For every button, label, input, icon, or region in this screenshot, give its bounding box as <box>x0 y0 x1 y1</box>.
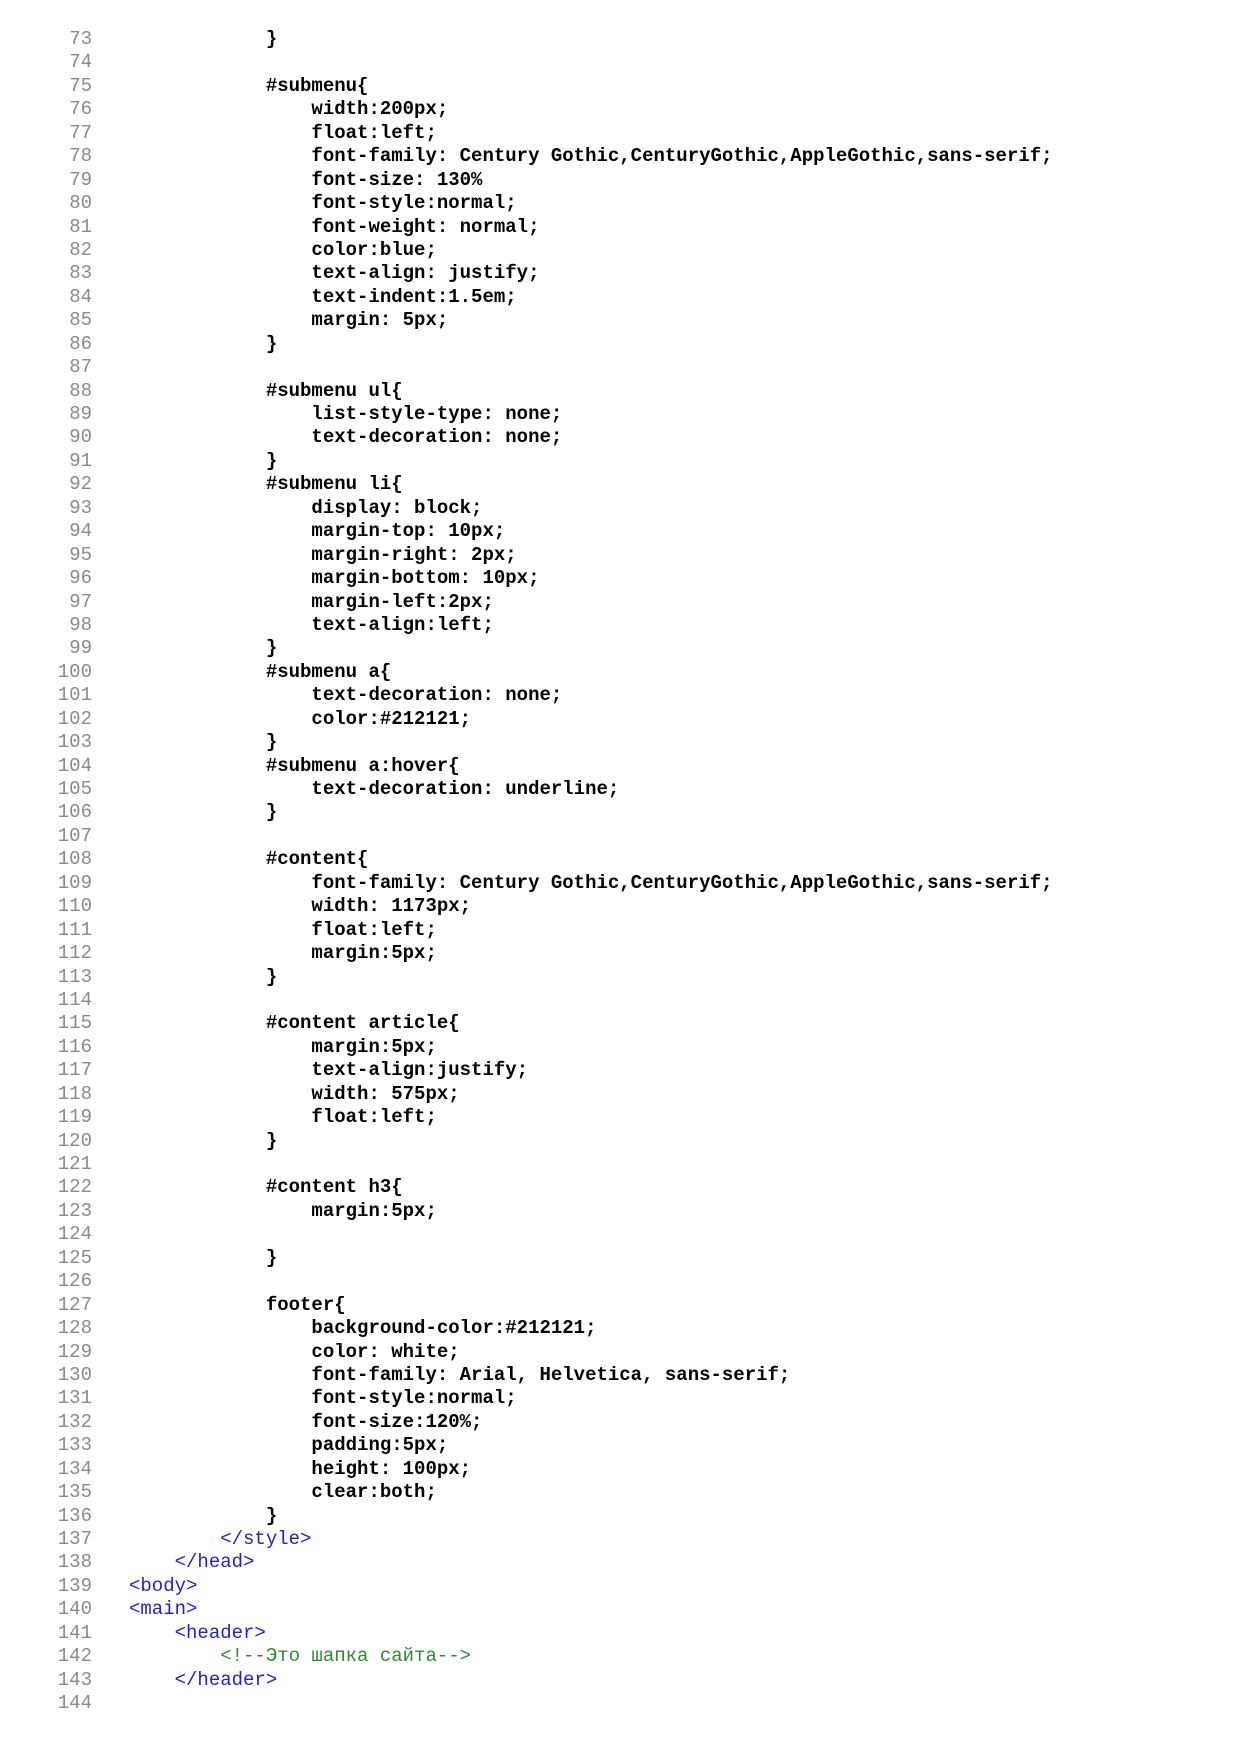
code-line <box>0 708 1240 731</box>
code-text: float:left; <box>129 121 437 144</box>
line-number: 127 <box>57 1293 92 1316</box>
line-number: 132 <box>57 1410 92 1433</box>
code-line <box>0 169 1240 192</box>
code-listing <box>0 28 1240 1716</box>
code-text: #submenu a{ <box>129 660 392 683</box>
code-text: margin:5px; <box>129 1199 437 1222</box>
code-text: color: white; <box>129 1340 460 1363</box>
code-text: margin:5px; <box>129 1035 437 1058</box>
line-number: 121 <box>57 1153 92 1175</box>
line-number: 89 <box>69 403 92 425</box>
code-line <box>0 1036 1240 1059</box>
line-number: 79 <box>69 168 92 191</box>
code-text: #content article{ <box>129 1012 460 1035</box>
line-number: 84 <box>69 285 92 308</box>
code-line <box>0 520 1240 543</box>
code-text: font-style:normal; <box>129 1387 517 1410</box>
code-text: } <box>129 28 278 50</box>
line-number: 78 <box>69 145 92 168</box>
code-line <box>0 778 1240 801</box>
line-number: 142 <box>57 1645 92 1668</box>
code-line <box>0 239 1240 262</box>
code-text: float:left; <box>129 918 437 941</box>
code-line <box>0 216 1240 239</box>
line-number: 96 <box>69 567 92 590</box>
code-line <box>0 848 1240 871</box>
code-text: text-align:left; <box>129 613 494 636</box>
code-line <box>0 1481 1240 1504</box>
code-line <box>0 262 1240 285</box>
code-text: <body> <box>129 1574 198 1597</box>
code-text: <!--Это шапка сайта--> <box>129 1645 472 1668</box>
line-number: 111 <box>57 918 92 941</box>
code-text: #submenu li{ <box>129 473 403 496</box>
line-number: 126 <box>57 1270 92 1293</box>
line-number: 83 <box>69 262 92 285</box>
line-number: 100 <box>57 660 92 683</box>
code-text: text-decoration: none; <box>129 426 563 449</box>
code-line <box>0 1106 1240 1129</box>
line-number: 74 <box>69 51 92 74</box>
code-line <box>0 426 1240 449</box>
line-number: 110 <box>57 895 92 918</box>
code-line <box>0 942 1240 965</box>
code-text: margin-left:2px; <box>129 590 494 613</box>
line-number: 92 <box>69 473 92 496</box>
code-text: color:#212121; <box>129 707 472 730</box>
line-number: 128 <box>57 1317 92 1340</box>
code-line <box>0 1059 1240 1082</box>
line-number: 106 <box>57 801 92 824</box>
code-line <box>0 591 1240 614</box>
code-text: } <box>129 332 278 355</box>
code-text: } <box>129 731 278 754</box>
code-line <box>0 145 1240 168</box>
code-text: font-family: Century Gothic,CenturyGothic,AppleGothic,sans-serif; <box>129 871 1053 894</box>
code-text: margin-top: 10px; <box>129 520 506 543</box>
code-line <box>0 1223 1240 1246</box>
code-line <box>0 1176 1240 1199</box>
code-line <box>0 98 1240 121</box>
code-line <box>0 1434 1240 1457</box>
line-number: 122 <box>57 1176 92 1199</box>
code-line <box>0 614 1240 637</box>
code-text: width: 575px; <box>129 1082 460 1105</box>
code-text: font-style:normal; <box>129 192 517 215</box>
code-text: </style> <box>129 1528 312 1550</box>
line-number: 134 <box>57 1457 92 1480</box>
code-line <box>0 1692 1240 1715</box>
line-number: 77 <box>69 121 92 144</box>
code-text: } <box>129 1246 278 1269</box>
code-line <box>0 1598 1240 1621</box>
line-number: 98 <box>69 613 92 636</box>
line-number: 144 <box>57 1692 92 1715</box>
code-line <box>0 1622 1240 1645</box>
line-number: 141 <box>57 1621 92 1644</box>
code-line <box>0 450 1240 473</box>
code-text: } <box>129 801 278 824</box>
code-line <box>0 825 1240 848</box>
code-text: text-decoration: underline; <box>129 778 620 800</box>
code-text: <main> <box>129 1598 198 1621</box>
line-number: 95 <box>69 543 92 566</box>
code-text: } <box>129 637 278 660</box>
line-number: 107 <box>57 824 92 847</box>
code-line <box>0 1200 1240 1223</box>
code-line <box>0 51 1240 74</box>
line-number: 113 <box>57 965 92 988</box>
code-line <box>0 1669 1240 1692</box>
code-line <box>0 403 1240 426</box>
code-line <box>0 1387 1240 1410</box>
code-text: font-family: Century Gothic,CenturyGothic,AppleGothic,sans-serif; <box>129 145 1053 168</box>
code-text: #content{ <box>129 848 369 871</box>
code-text: float:left; <box>129 1106 437 1129</box>
code-line <box>0 1247 1240 1270</box>
line-number: 119 <box>57 1106 92 1129</box>
code-line <box>0 637 1240 660</box>
code-line <box>0 1341 1240 1364</box>
line-number: 125 <box>57 1246 92 1269</box>
line-number: 90 <box>69 426 92 449</box>
code-text: #submenu a:hover{ <box>129 754 460 777</box>
code-line <box>0 1528 1240 1551</box>
code-text: font-weight: normal; <box>129 215 540 238</box>
code-line <box>0 755 1240 778</box>
line-number: 136 <box>57 1504 92 1527</box>
code-text: <header> <box>129 1621 266 1644</box>
line-number: 102 <box>57 707 92 730</box>
code-line <box>0 1551 1240 1574</box>
code-text: } <box>129 1504 278 1527</box>
code-line <box>0 356 1240 379</box>
code-text: text-indent:1.5em; <box>129 285 517 308</box>
code-line <box>0 919 1240 942</box>
code-text: text-decoration: none; <box>129 684 563 707</box>
line-number: 123 <box>57 1199 92 1222</box>
code-line <box>0 122 1240 145</box>
line-number: 138 <box>57 1551 92 1574</box>
line-number: 99 <box>69 637 92 660</box>
code-text: list-style-type: none; <box>129 403 563 425</box>
line-number: 130 <box>57 1363 92 1386</box>
line-number: 86 <box>69 332 92 355</box>
code-line <box>0 1411 1240 1434</box>
line-number: 120 <box>57 1129 92 1152</box>
code-line <box>0 28 1240 51</box>
line-number: 139 <box>57 1574 92 1597</box>
line-number: 87 <box>69 356 92 379</box>
code-text: font-family: Arial, Helvetica, sans-serif; <box>129 1363 791 1386</box>
code-line <box>0 544 1240 567</box>
line-number: 114 <box>57 988 92 1011</box>
code-line <box>0 872 1240 895</box>
code-text: </header> <box>129 1668 278 1691</box>
code-line <box>0 1270 1240 1293</box>
line-number: 124 <box>57 1223 92 1246</box>
line-number: 109 <box>57 871 92 894</box>
code-line <box>0 286 1240 309</box>
code-line <box>0 895 1240 918</box>
code-text: background-color:#212121; <box>129 1317 597 1340</box>
code-line <box>0 333 1240 356</box>
line-number: 101 <box>57 684 92 707</box>
line-number: 93 <box>69 496 92 519</box>
code-line <box>0 684 1240 707</box>
line-number: 135 <box>57 1481 92 1504</box>
code-text: padding:5px; <box>129 1434 449 1457</box>
code-text: #content h3{ <box>129 1176 403 1199</box>
line-number: 85 <box>69 309 92 332</box>
code-line <box>0 1505 1240 1528</box>
line-number: 137 <box>57 1528 92 1550</box>
line-number: 91 <box>69 449 92 472</box>
code-line <box>0 989 1240 1012</box>
code-line <box>0 801 1240 824</box>
code-line <box>0 1130 1240 1153</box>
line-number: 143 <box>57 1668 92 1691</box>
code-line <box>0 75 1240 98</box>
code-line <box>0 661 1240 684</box>
line-number: 81 <box>69 215 92 238</box>
code-text: display: block; <box>129 496 483 519</box>
code-text: } <box>129 1129 278 1152</box>
line-number: 73 <box>69 28 92 50</box>
code-text: width:200px; <box>129 98 449 121</box>
line-number: 140 <box>57 1598 92 1621</box>
line-number: 129 <box>57 1340 92 1363</box>
code-line <box>0 1364 1240 1387</box>
code-line <box>0 1645 1240 1668</box>
code-line <box>0 497 1240 520</box>
code-line <box>0 567 1240 590</box>
code-text: #submenu{ <box>129 74 369 97</box>
code-text: } <box>129 965 278 988</box>
code-line <box>0 1575 1240 1598</box>
code-text: } <box>129 449 278 472</box>
code-text: font-size:120%; <box>129 1410 483 1433</box>
line-number: 112 <box>57 942 92 965</box>
code-line <box>0 309 1240 332</box>
line-number: 76 <box>69 98 92 121</box>
line-number: 105 <box>57 778 92 800</box>
code-line <box>0 731 1240 754</box>
line-number: 115 <box>57 1012 92 1035</box>
code-text: </head> <box>129 1551 255 1574</box>
code-text: #submenu ul{ <box>129 379 403 402</box>
code-line <box>0 966 1240 989</box>
code-text: margin: 5px; <box>129 309 449 332</box>
code-text: margin-bottom: 10px; <box>129 567 540 590</box>
code-text: width: 1173px; <box>129 895 472 918</box>
code-line <box>0 1317 1240 1340</box>
line-number: 82 <box>69 238 92 261</box>
line-number: 118 <box>57 1082 92 1105</box>
line-number: 108 <box>57 848 92 871</box>
line-number: 80 <box>69 192 92 215</box>
line-number: 88 <box>69 379 92 402</box>
code-line <box>0 1083 1240 1106</box>
line-number: 131 <box>57 1387 92 1410</box>
line-number: 117 <box>57 1059 92 1082</box>
line-number: 103 <box>57 731 92 754</box>
code-text: margin-right: 2px; <box>129 543 517 566</box>
code-text: text-align:justify; <box>129 1059 529 1082</box>
code-text: clear:both; <box>129 1481 437 1504</box>
code-text: footer{ <box>129 1293 346 1316</box>
code-text: text-align: justify; <box>129 262 540 285</box>
code-line <box>0 380 1240 403</box>
line-number: 94 <box>69 520 92 543</box>
code-line <box>0 1153 1240 1176</box>
line-number: 104 <box>57 754 92 777</box>
code-text: margin:5px; <box>129 942 437 965</box>
line-number: 97 <box>69 590 92 613</box>
code-line <box>0 192 1240 215</box>
code-line <box>0 1458 1240 1481</box>
line-number: 75 <box>69 74 92 97</box>
code-line <box>0 1012 1240 1035</box>
code-line <box>0 473 1240 496</box>
code-text: height: 100px; <box>129 1457 472 1480</box>
line-number: 133 <box>57 1434 92 1457</box>
code-line <box>0 1294 1240 1317</box>
code-text: color:blue; <box>129 238 437 261</box>
line-number: 116 <box>57 1035 92 1058</box>
code-text: font-size: 130% <box>129 168 483 191</box>
